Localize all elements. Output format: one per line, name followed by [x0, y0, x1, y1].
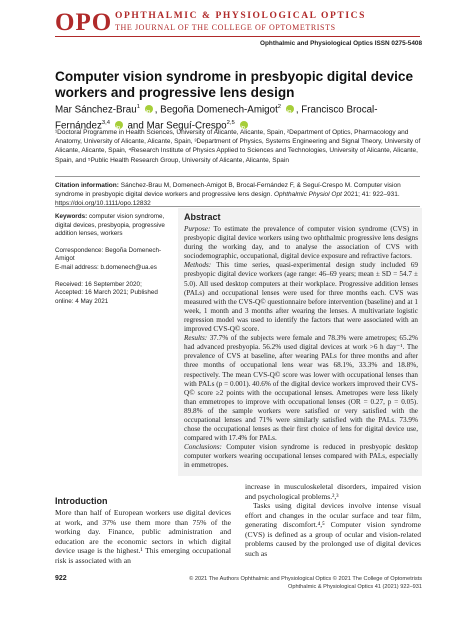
citation-journal: Ophthalmic Physiol Opt	[273, 191, 342, 199]
journal-subtitle: THE JOURNAL OF THE COLLEGE OF OPTOMETRISTS	[115, 23, 336, 32]
journal-logo: OPO	[55, 9, 113, 36]
paragraph: Tasks using digital devices involve intense visual effort and changes in the ocular surface and tear film, generating discomfort.⁴,⁵ Computer vision syndrome (CVS) is defined as a group of ocular and vision-related problems caused by the prolonged use of digital devices such as	[245, 501, 421, 558]
correspondence-email[interactable]: E-mail address: b.domenech@ua.es	[55, 263, 157, 271]
paragraph: increase in musculoskeletal disorders, impaired vision and psychological problems.²,³	[245, 482, 421, 501]
header-rule	[55, 36, 420, 37]
abstract-results: 37.7% of the subjects were female and 78.3% were ametropes; 65.2% had advanced presbyopia. 56.2% used digital devices at work >6 h day⁻¹. The prevalence of CVS at baseline, after wearing PALs for three months and after three months of occupational lens wear was 68.1%, 33.3% and 18.8%, respectively. The mean CVS-Q© score was lower with occupational lenses than with PALs (p = 0.001). 40.6% of the digital device workers improved their CVS-Q© score ≥2 points with the occupational lenses. Ametropes were less likely than emmetropes to improve with occupational lenses (OR = 0.27, p = 0.05). 89.8% of the sample workers were satisfied or very satisfied with the occupational lenses and 71% were similarly satisfied with the PALs. 73.9% chose the occupational lenses as their first choice of lens for digital device use, compared with 17.4% for PALs.	[184, 334, 418, 443]
citation-label: Citation information:	[55, 182, 119, 189]
abstract-section-label: Methods:	[184, 261, 212, 270]
citation-information	[55, 181, 420, 209]
correspondence-name: Begoña Domenech-Amigot	[55, 246, 162, 263]
author-affiliation-mark: 3,4	[101, 119, 111, 126]
article-meta	[55, 213, 170, 314]
orcid-icon[interactable]	[286, 105, 294, 113]
author-name: Mar Seguí-Crespo	[146, 120, 227, 132]
abstract-section-label: Results:	[184, 334, 208, 343]
divider	[55, 176, 420, 177]
abstract-section-label: Purpose:	[184, 225, 211, 233]
received-dates: Received: 16 September 2020; Accepted: 16 March 2021; Published online: 4 May 2021	[55, 280, 158, 305]
author-affiliation-mark: 1	[136, 104, 140, 110]
affiliations: ¹Doctoral Programme in Health Sciences, University of Alicante, Alicante, Spain, ²Department of Optics, Pharmacology and Anatomy, University of Alicante, Alicante, Spain, ³Department of Physics, Systems Engineering and Signal Theory, University of Alicante, Alicante, Spain, ⁴Research Institute of Physics Applied to Sciences and Technologies, University of Alicante, Alicante, Spain, and ⁵Public Health Research Group, University of Alicante, Alicante, Spain	[55, 129, 421, 164]
page-number: 922	[55, 575, 67, 582]
copyright-line: Ophthalmic & Physiological Optics 41 (2021) 922–931	[287, 584, 422, 590]
introduction-column-right	[245, 482, 421, 558]
article-title: Computer vision syndrome in presbyopic digital device workers and progressive lens design	[55, 69, 414, 100]
journal-name: OPHTHALMIC & PHYSIOLOGICAL OPTICS	[115, 11, 367, 21]
copyright-notice	[162, 575, 422, 591]
divider	[55, 206, 420, 207]
keywords-label: Keywords:	[55, 213, 88, 220]
copyright-line: © 2021 The Authors Ophthalmic and Physiological Optics © 2021 The College of Optometrists	[189, 576, 422, 582]
paragraph: More than half of European workers use digital devices at work, and 37% use them more than 75% of the working day. Finance, public administration and education are the economic sectors in which digital device usage is the highest.¹ This emerging occupational risk is associated with an	[55, 508, 231, 565]
author-affiliation-mark: 2	[277, 104, 282, 110]
author-name: Mar Sánchez-Brau	[55, 104, 137, 116]
citation-details[interactable]: 2021; 41: 922–931. https://doi.org/10.1111/opo.12832	[55, 191, 400, 208]
abstract-body	[184, 225, 418, 471]
abstract-section-label: Conclusions:	[184, 443, 222, 452]
citation-text: Sánchez-Brau M, Domenech-Amigot B, Brocal-Fernández F, & Seguí-Crespo M. Computer vision syndrome in presbyopic digital device workers and progressive lens design.	[55, 182, 401, 199]
author-name: Begoña Domenech-Amigot	[160, 104, 278, 116]
abstract-purpose: To estimate the prevalence of computer vision syndrome (CVS) in presbyopic digital device workers using two ophthalmic progressive lens designs during the working day, and to analyse the association of CVS with sociodemographic, occupational, digital device exposure and refractive factors.	[184, 225, 418, 261]
introduction-column-left	[55, 508, 231, 565]
issn-line: Ophthalmic and Physiological Optics ISSN 0275-5408	[260, 40, 422, 47]
authors-and: and	[127, 120, 144, 132]
introduction-heading: Introduction	[55, 496, 108, 506]
correspondence-label: Correspondence:	[55, 246, 104, 254]
orcid-icon[interactable]	[145, 105, 153, 113]
author-affiliation-mark: 2,5	[226, 119, 235, 126]
keywords: computer vision syndrome, digital devices, presbyopia, progressive addition lenses, workers	[55, 213, 165, 238]
abstract-methods: This time series, quasi-experimental design study included 69 presbyopic digital device workers (age range: 46–69 years; mean ± SD = 54.7 ± 5.0). All used desktop computers at their workplace. Progressive addition lenses (PALs) and occupational lenses were used for three months each. CVS was measured with the CVS-Q© questionnaire before intervention (baseline) and at 1 week, 1 month and 3 months after wearing the lenses. A multivariate logistic regression model was used to identify the factors that were associated with an improved CVS-Q© score.	[184, 261, 418, 334]
abstract-heading: Abstract	[184, 212, 221, 222]
abstract-conclusions: Computer vision syndrome is reduced in presbyopic desktop computer workers wearing occupational lenses compared with PALs, especially in emmetropes.	[184, 443, 418, 470]
author-name: Francisco Brocal-Fernández	[55, 104, 378, 132]
author-list: Mar Sánchez-Brau$^1$ iD , Begoña Domenech-Amigot$^2$ iD , Francisco Brocal-Fernández$^{3,4}$ iD and Mar Seguí-Crespo$^{2,5}$ iD	[55, 101, 425, 133]
